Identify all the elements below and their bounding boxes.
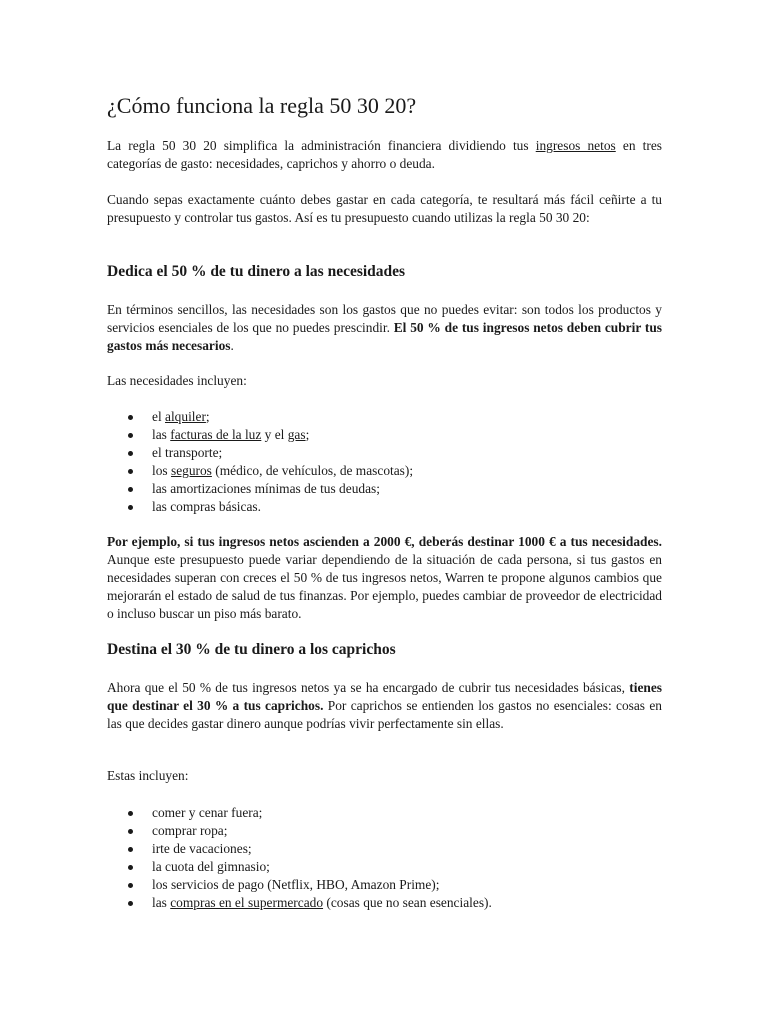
page-title: ¿Cómo funciona la regla 50 30 20? [107,93,417,118]
intro-text-b: en tres categorías de gasto: necesidades, caprichos y ahorro o deuda. [107,138,662,171]
gas-link[interactable]: gas [287,427,306,442]
section-heading-wants: Destina el 30 % de tu dinero a los caprichos [107,641,396,658]
bullet-icon [128,901,133,906]
list-item: comer y cenar fuera; [107,804,662,822]
compras-supermercado-link[interactable]: compras en el supermercado [170,895,324,910]
needs-end: . [230,338,234,353]
bullet-icon [128,415,133,420]
list-item: las compras básicas. [107,498,662,516]
list-item: irte de vacaciones; [107,840,662,858]
list-item: las compras en el supermercado (cosas que no sean esenciales). [107,894,662,912]
list-item: la cuota del gimnasio; [107,858,662,876]
facturas-luz-link[interactable]: facturas de la luz [170,427,262,442]
needs-example-paragraph [107,533,662,623]
bullet-icon [128,487,133,492]
list-item: las facturas de la luz y el gas; [107,426,662,444]
seguros-link[interactable]: seguros [170,463,212,478]
bullet-icon [128,883,133,888]
bullet-icon [128,433,133,438]
intro-text-a: La regla 50 30 20 simplifica la administración financiera dividiendo tus [107,138,536,153]
wants-bold-text: tienes que destinar el 30 % a tus caprichos. [107,680,662,713]
bullet-icon [128,451,133,456]
bullet-icon [128,811,133,816]
bullet-icon [128,865,133,870]
wants-text-b: Por caprichos se entienden los gastos no esenciales: cosas en las que decides gastar dinero aunque podrías vivir perfectamente sin ellas. [107,698,662,731]
list-item: los servicios de pago (Netflix, HBO, Amazon Prime); [107,876,662,894]
list-item: el alquiler; [107,408,662,426]
bullet-icon [128,505,133,510]
intro-paragraph-2: Cuando sepas exactamente cuánto debes gastar en cada categoría, te resultará más fácil ceñirte a tu presupuesto y controlar tus gastos. Así es tu presupuesto cuando utilizas la regla 50 30 20: [107,192,662,225]
wants-list [107,804,662,912]
needs-paragraph [107,301,662,355]
ingresos-netos-link[interactable]: ingresos netos [535,138,616,153]
wants-list-intro: Estas incluyen: [107,768,189,783]
needs-list [107,408,662,516]
intro-paragraph [107,137,662,173]
needs-example-text: Aunque este presupuesto puede variar dependiendo de la situación de cada persona, si tus gastos en necesidades superan con creces el 50 % de tus ingresos netos, Warren te propone algunos cambios que mejorarán el estado de salud de tus finanzas. Por ejemplo, puedes cambiar de proveedor de electricidad o incluso buscar un piso más barato. [107,552,662,621]
bullet-icon [128,469,133,474]
list-item: comprar ropa; [107,822,662,840]
bullet-icon [128,829,133,834]
wants-text-a: Ahora que el 50 % de tus ingresos netos ya se ha encargado de cubrir tus necesidades básicas, [107,680,630,695]
list-item: el transporte; [107,444,662,462]
needs-text: En términos sencillos, las necesidades son los gastos que no puedes evitar: son todos los productos y servicios esenciales de los que no puedes prescindir. [107,302,662,335]
needs-list-intro: Las necesidades incluyen: [107,373,247,388]
section-heading-needs: Dedica el 50 % de tu dinero a las necesidades [107,263,406,280]
wants-paragraph [107,679,662,733]
bullet-icon [128,847,133,852]
alquiler-link[interactable]: alquiler [165,409,206,424]
list-item: los seguros (médico, de vehículos, de mascotas); [107,462,662,480]
list-item: las amortizaciones mínimas de tus deudas; [107,480,662,498]
needs-bold-text: El 50 % de tus ingresos netos deben cubrir tus gastos más necesarios [107,320,662,353]
needs-example-bold: Por ejemplo, si tus ingresos netos ascienden a 2000 €, deberás destinar 1000 € a tus necesidades. [107,534,662,549]
